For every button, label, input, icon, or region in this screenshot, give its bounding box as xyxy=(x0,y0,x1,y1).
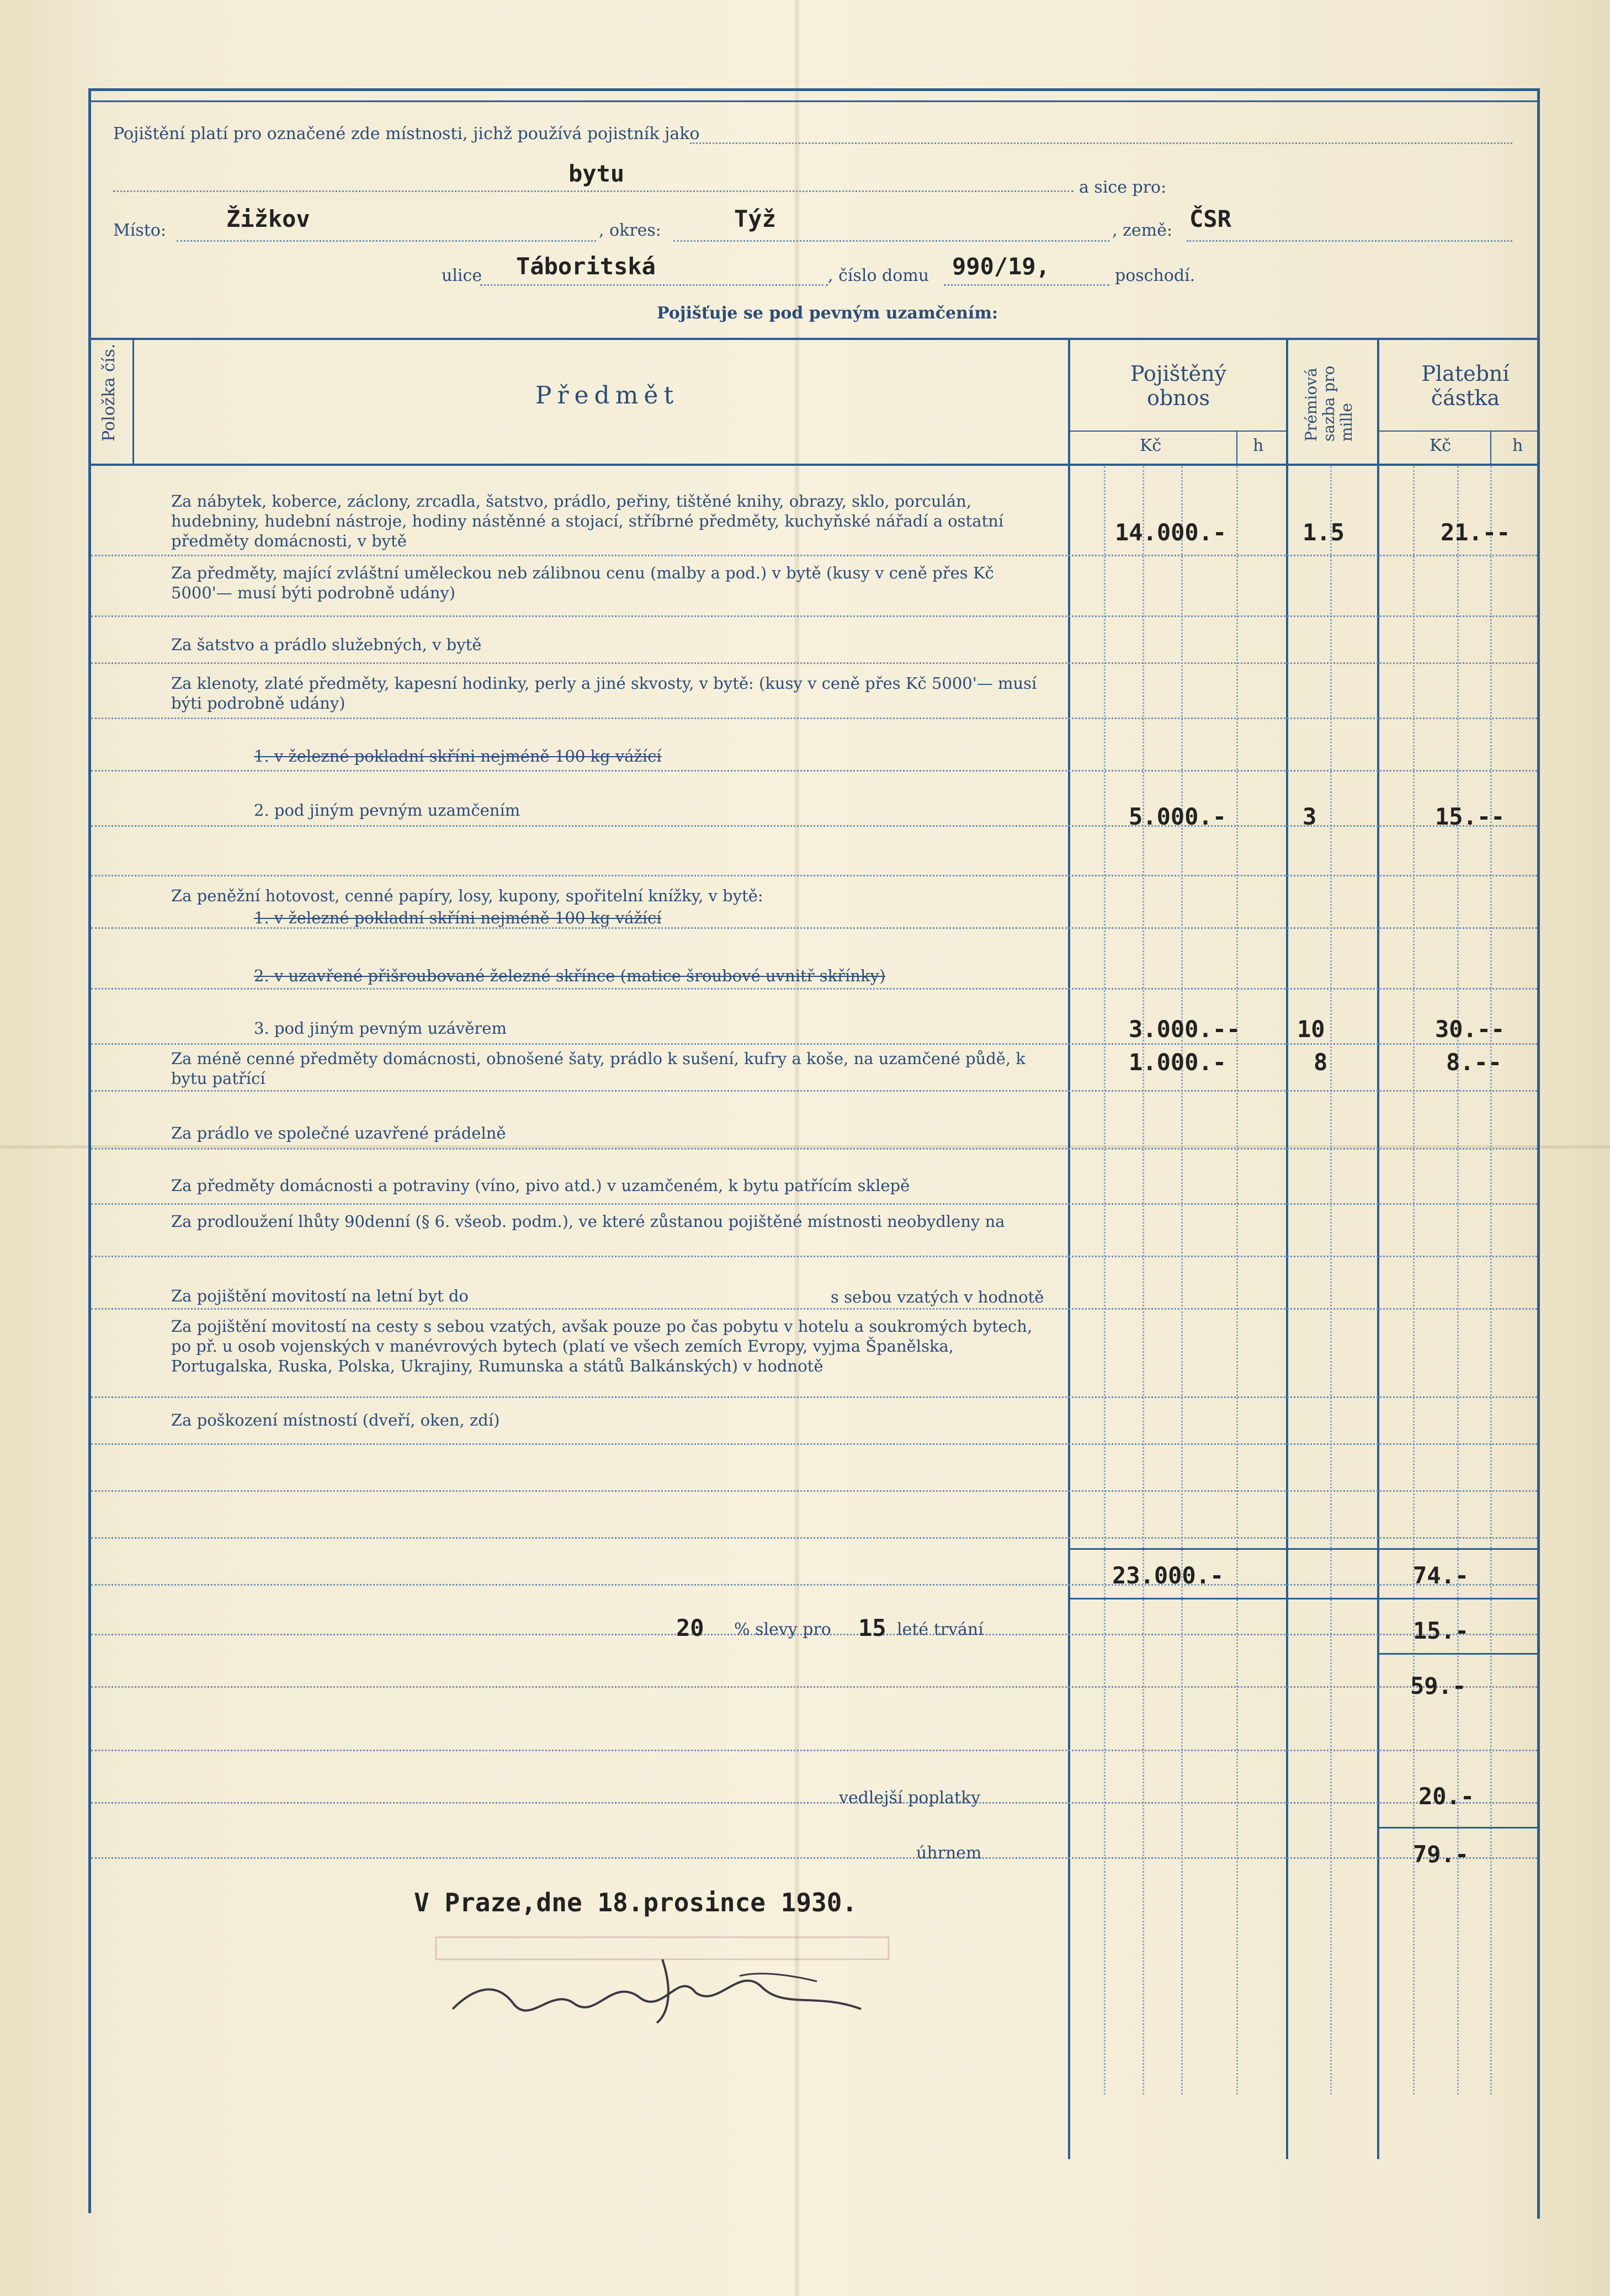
row-sep-7 xyxy=(91,875,1537,876)
r1-sazba: 1.5 xyxy=(1303,519,1345,546)
item-4a: 1. v železné pokladní skříni nejméně 100 kg vážící xyxy=(254,747,662,766)
total-castka: 74.- xyxy=(1413,1562,1469,1589)
obnos-kc: Kč xyxy=(1140,436,1162,455)
cislo-label: , číslo domu xyxy=(828,266,929,285)
okres-label: , okres: xyxy=(599,221,661,240)
uhrnem-line xyxy=(1377,1827,1537,1829)
line2-dots xyxy=(113,190,1074,192)
misto-label: Místo: xyxy=(113,221,166,240)
row-sep-13 xyxy=(91,1203,1537,1205)
row-sep-24 xyxy=(91,1802,1537,1804)
grid-v8 xyxy=(1490,466,1492,2095)
item-3: Za šatstvo a prádlo služebných, v bytě xyxy=(171,635,482,654)
row-sep-17 xyxy=(91,1443,1537,1445)
col-sazba-left xyxy=(1286,338,1288,2159)
item-4b: 2. pod jiným pevným uzamčením xyxy=(254,801,520,820)
row-sep-5 xyxy=(91,770,1537,772)
stamp-signature xyxy=(431,1926,927,2037)
grid-v1 xyxy=(1104,466,1106,2095)
castka-kc: Kč xyxy=(1430,436,1452,455)
grid-v3 xyxy=(1181,466,1183,2095)
row-sep-10 xyxy=(91,1043,1537,1045)
table-header-bottom xyxy=(88,464,1540,466)
castka-h: h xyxy=(1512,436,1523,455)
uhrnem-label: úhrnem xyxy=(916,1843,982,1863)
item-6: Za méně cenné předměty domácnosti, obnošené šaty, prádlo k sušení, kufry a koše, na uzamčené půdě, k bytu patřící xyxy=(171,1049,1025,1088)
sleva-years: 15 xyxy=(858,1614,886,1641)
item-11: Za pojištění movitostí na cesty s sebou vzatých, avšak pouze po čas pobytu v hotelu a soukromých bytech, po př. u osob vojenských v manévrových bytech (platí ve všech zemích Evropy, vyjma Španělska, Portugalska, Ruska, Polska, Ukrajiny, Rumunska a států Balkánských) v hodnotě xyxy=(171,1317,1033,1375)
sazba-heading: Prémiová sazba pro mille xyxy=(1302,365,1356,442)
sleva-text: % slevy pro xyxy=(734,1620,831,1639)
r6-castka: 8.-- xyxy=(1446,1049,1502,1076)
col-obnos-left xyxy=(1068,338,1070,2159)
use-value: bytu xyxy=(568,160,625,187)
total-line-bottom xyxy=(1068,1598,1537,1599)
row-sep-25 xyxy=(91,1857,1537,1859)
grid-v4 xyxy=(1236,466,1238,2095)
zeme-label: , země: xyxy=(1112,221,1172,240)
zeme-dots xyxy=(1187,240,1512,242)
grid-v5 xyxy=(1330,466,1332,2095)
r5c-sazba: 10 xyxy=(1297,1016,1325,1043)
castka-heading: Platební částka xyxy=(1421,362,1510,410)
ulice-label: ulice xyxy=(442,266,482,285)
po-sleve: 59.- xyxy=(1410,1672,1466,1699)
obnos-h-divider xyxy=(1236,431,1237,464)
row-sep-12 xyxy=(91,1148,1537,1150)
cislo-dots xyxy=(944,284,1109,286)
item-7: Za prádlo ve společné uzavřené prádelně xyxy=(171,1124,506,1142)
row-sep-19 xyxy=(91,1537,1537,1539)
item-12: Za poškození místností (dveří, oken, zdí) xyxy=(171,1411,500,1429)
okres-value: Týž xyxy=(734,205,776,232)
grid-v2 xyxy=(1143,466,1144,2095)
r5c-castka: 30.-- xyxy=(1435,1016,1505,1043)
obnos-sub-line xyxy=(1068,431,1286,432)
uzamceni-text: Pojišťuje se pod pevným uzamčením: xyxy=(657,304,998,323)
row-sep-11 xyxy=(91,1090,1537,1092)
sleva-line xyxy=(1377,1653,1537,1655)
cislo-value: 990/19, xyxy=(952,253,1050,280)
intro-dots xyxy=(690,142,1512,144)
a-sice-pro: a sice pro: xyxy=(1079,178,1167,197)
row-sep-14 xyxy=(91,1256,1537,1257)
col-polozka-divider xyxy=(132,338,134,464)
r1-castka: 21.-- xyxy=(1441,519,1511,546)
frame-left xyxy=(88,88,91,2213)
obnos-heading: Pojištěný obnos xyxy=(1130,362,1227,410)
poschodi-label: poschodí. xyxy=(1115,266,1195,285)
frame-top-inner xyxy=(88,100,1540,102)
item-10: Za pojištění movitostí na letní byt do xyxy=(171,1287,469,1305)
total-line-top xyxy=(1068,1548,1537,1550)
row-sep-22 xyxy=(91,1686,1537,1688)
r4b-obnos: 5.000.- xyxy=(1129,803,1227,830)
r4b-castka: 15.-- xyxy=(1435,803,1505,830)
castka-h-divider xyxy=(1490,431,1491,464)
vedlejsi-label: vedlejší poplatky xyxy=(839,1788,981,1808)
vedlejsi-value: 20.- xyxy=(1418,1783,1475,1810)
total-obnos: 23.000.- xyxy=(1112,1562,1224,1589)
zeme-value: ČSR xyxy=(1189,205,1231,232)
misto-value: Žižkov xyxy=(226,205,310,232)
item-5b: 2. v uzavřené přišroubované železné skřínce (matice šroubové uvnitř skřínky) xyxy=(254,966,886,985)
item-1: Za nábytek, koberce, záclony, zrcadla, šatstvo, prádlo, peřiny, tištěné knihy, obrazy, sklo, porculán, hudebniny, hudební nástroje, hodiny nástěnné a stojací, stříbrné předměty, kuchyňské nářadí a ostatní předměty domácnosti, v bytě xyxy=(171,492,1004,550)
r4b-sazba: 3 xyxy=(1303,803,1317,830)
ulice-value: Táboritská xyxy=(516,253,656,280)
row-sep-1 xyxy=(91,555,1537,556)
row-sep-15 xyxy=(91,1308,1537,1310)
frame-top xyxy=(88,88,1540,91)
sleva-suffix: leté trvání xyxy=(897,1620,984,1639)
item-2: Za předměty, mající zvláštní uměleckou neb zálibnou cenu (malby a pod.) v bytě (kusy v ceně přes Kč 5000'— musí býti podrobně udány) xyxy=(171,564,994,602)
row-sep-20 xyxy=(91,1584,1537,1586)
r1-obnos: 14.000.- xyxy=(1115,519,1227,546)
table-top xyxy=(88,338,1540,340)
row-sep-9 xyxy=(91,988,1537,990)
castka-sub-line xyxy=(1377,431,1537,432)
row-sep-23 xyxy=(91,1750,1537,1751)
obnos-h: h xyxy=(1253,436,1264,455)
polozka-label: Položka čís. xyxy=(99,343,119,442)
item-9: Za prodloužení lhůty 90denní (§ 6. všeob. podm.), ve které zůstanou pojištěné místnosti neobydleny na xyxy=(171,1212,1005,1231)
uhrnem-value: 79.- xyxy=(1413,1841,1469,1868)
okres-dots xyxy=(673,240,1109,242)
row-sep-4 xyxy=(91,718,1537,719)
misto-dots xyxy=(177,240,596,242)
place-date: V Praze,dne 18.prosince 1930. xyxy=(414,1888,858,1917)
item-5a: 1. v železné pokladní skříni nejméně 100 kg vážící xyxy=(254,908,662,927)
intro-text: Pojištění platí pro označené zde místnosti, jichž používá pojistník jako xyxy=(113,124,700,144)
r6-sazba: 8 xyxy=(1314,1049,1328,1076)
item-4: Za klenoty, zlaté předměty, kapesní hodinky, perly a jiné skvosty, v bytě: (kusy v ceně přes Kč 5000'— musí býti podrobně udány) xyxy=(171,674,1037,713)
row-sep-16 xyxy=(91,1396,1537,1398)
item-10b: s sebou vzatých v hodnotě xyxy=(831,1288,1044,1306)
ulice-dots xyxy=(480,284,828,286)
r6-obnos: 1.000.- xyxy=(1129,1049,1227,1076)
item-8: Za předměty domácnosti a potraviny (víno, pivo atd.) v uzamčeném, k bytu patřícím sklepě xyxy=(171,1176,910,1195)
row-sep-6 xyxy=(91,825,1537,827)
item-5: Za peněžní hotovost, cenné papíry, losy, kupony, spořitelní knížky, v bytě: xyxy=(171,886,763,905)
r5c-obnos: 3.000.-- xyxy=(1129,1016,1241,1043)
predmet-heading: Předmět xyxy=(535,381,679,410)
sleva-castka: 15.- xyxy=(1413,1617,1469,1644)
row-sep-2 xyxy=(91,615,1537,617)
col-castka-left xyxy=(1377,338,1379,2159)
item-5c: 3. pod jiným pevným uzávěrem xyxy=(254,1019,507,1038)
row-sep-3 xyxy=(91,662,1537,664)
sleva-pct: 20 xyxy=(676,1614,704,1641)
frame-right xyxy=(1537,88,1540,2219)
row-sep-18 xyxy=(91,1490,1537,1492)
